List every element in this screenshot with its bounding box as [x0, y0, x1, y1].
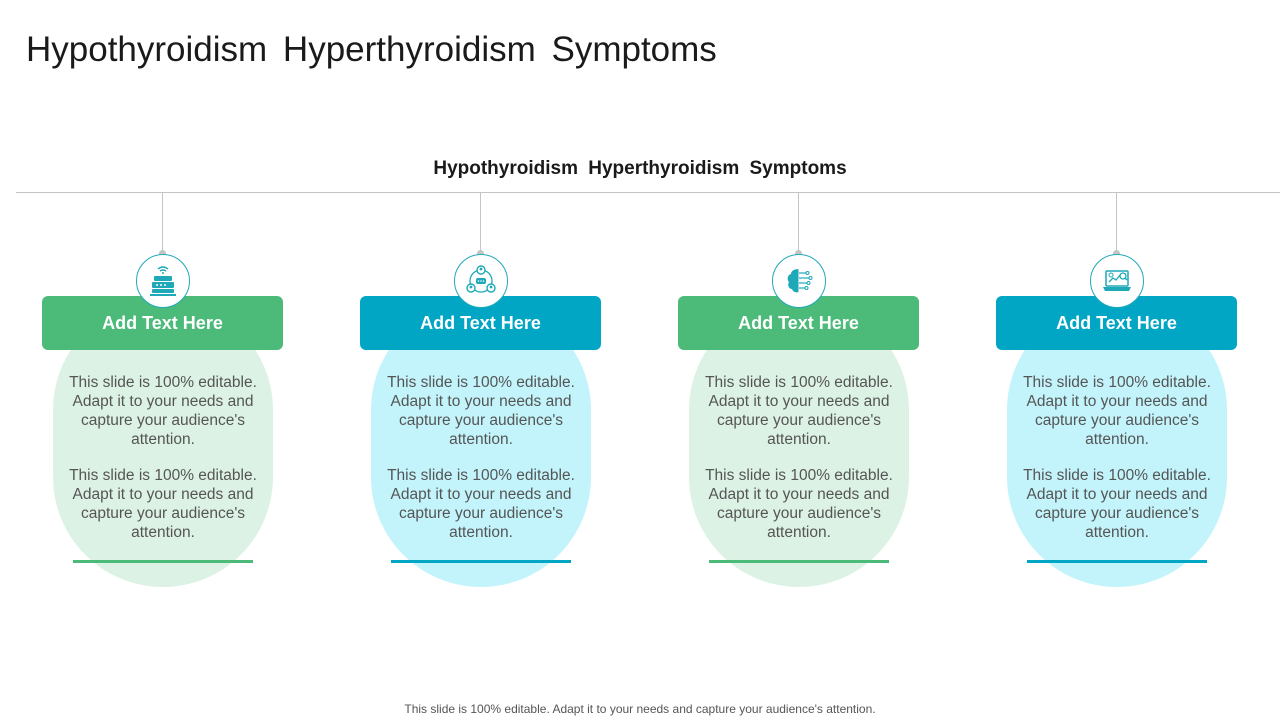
card-header: Add Text Here — [678, 296, 919, 350]
connector-line — [162, 193, 163, 251]
card-base-line — [391, 560, 571, 563]
server-network-icon — [136, 254, 190, 308]
footer-note: This slide is 100% editable. Adapt it to your needs and capture your audience's attention. — [404, 702, 876, 716]
card-text-2: This slide is 100% editable. Adapt it to your needs and capture your audience's attention. — [69, 467, 257, 541]
connector-line — [1116, 193, 1117, 251]
people-discussion-icon — [454, 254, 508, 308]
card-text-2: This slide is 100% editable. Adapt it to your needs and capture your audience's attention. — [705, 467, 893, 541]
symptom-card-1 — [42, 0, 284, 600]
card-text-1: This slide is 100% editable. Adapt it to your needs and capture your audience's attention. — [705, 374, 893, 448]
symptom-card-2 — [360, 0, 602, 600]
symptom-card-4 — [996, 0, 1238, 600]
card-base-line — [73, 560, 253, 563]
card-header: Add Text Here — [360, 296, 601, 350]
card-header: Add Text Here — [996, 296, 1237, 350]
card-text-1: This slide is 100% editable. Adapt it to your needs and capture your audience's attention. — [69, 374, 257, 448]
card-base-line — [709, 560, 889, 563]
card-text-1: This slide is 100% editable. Adapt it to your needs and capture your audience's attention. — [387, 374, 575, 448]
card-text-1: This slide is 100% editable. Adapt it to your needs and capture your audience's attention. — [1023, 374, 1211, 448]
card-text-2: This slide is 100% editable. Adapt it to your needs and capture your audience's attention. — [1023, 467, 1211, 541]
card-text-2: This slide is 100% editable. Adapt it to your needs and capture your audience's attention. — [387, 467, 575, 541]
connector-line — [480, 193, 481, 251]
laptop-analytics-icon — [1090, 254, 1144, 308]
card-header: Add Text Here — [42, 296, 283, 350]
symptom-card-3 — [678, 0, 920, 600]
page-title: Hypothyroidism Hyperthyroidism Symptoms — [26, 30, 717, 69]
connector-line — [798, 193, 799, 251]
diagram-heading: Hypothyroidism Hyperthyroidism Symptoms — [433, 158, 847, 179]
card-base-line — [1027, 560, 1207, 563]
brain-circuit-icon — [772, 254, 826, 308]
